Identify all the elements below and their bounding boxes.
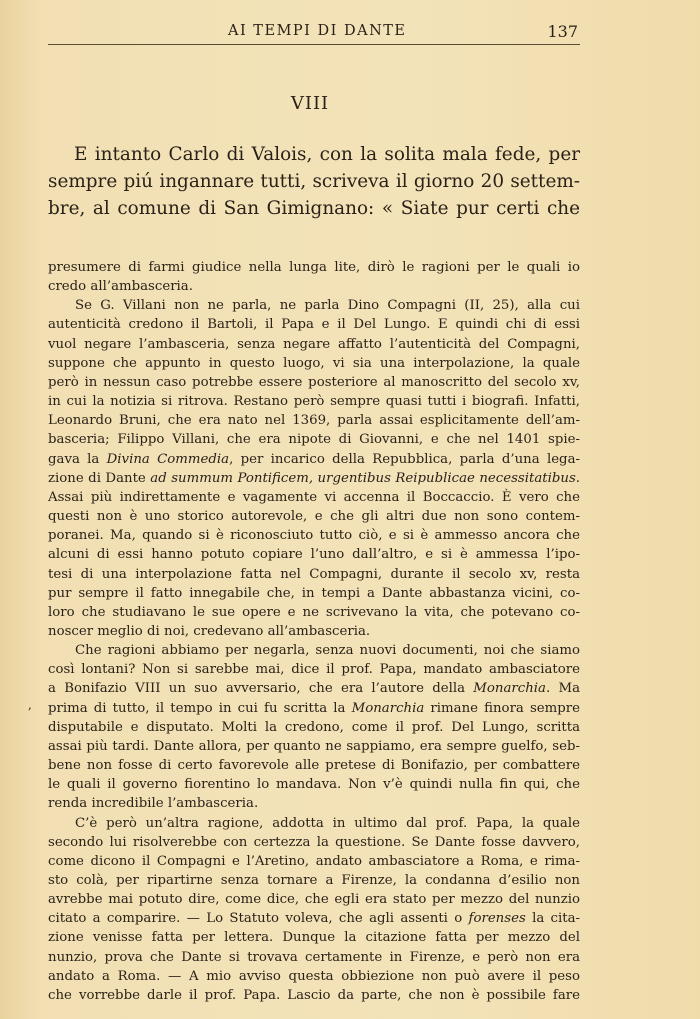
text-line: nunzio, prova che Dante si trovava certamente in Firenze, e però non era — [48, 949, 580, 965]
text-line: suppone che appunto in questo luogo, vi sia una interpolazione, la quale — [48, 355, 580, 371]
text-line: zione di Dante ad summum Pontificem, urgentibus Reipublicae necessitatibus. — [48, 470, 581, 486]
paragraph-2 — [48, 296, 580, 641]
lead-line: sempre piú ingannare tutti, scriveva il giorno 20 settem- — [48, 171, 580, 192]
paragraph-3 — [48, 641, 580, 813]
lead-line: bre, al comune di San Gimignano: « Siate pur certi che — [48, 198, 580, 219]
italic-latin: ad summum Pontificem, urgentibus Reipublicae necessitatibus. — [150, 470, 581, 486]
text-line: questi non è uno storico autorevole, e che gli altri due non sono contem- — [48, 509, 580, 525]
text-line: però in nessun caso potrebbe essere posteriore al manoscritto del secolo xv, — [48, 374, 580, 390]
text-line: a Bonifazio VIII un suo avversario, che era l’autore della Monarchia. Ma — [48, 681, 580, 697]
text-line: secondo lui risolverebbe con certezza la questione. Se Dante fosse davvero, — [48, 834, 580, 850]
text-line: in cui la notizia si ritrova. Restano però sempre quasi tutti i biografi. Infatti, — [48, 394, 580, 410]
chapter-number: VIII — [290, 93, 330, 114]
text-line: bene non fosse di certo favorevole alle pretese di Bonifazio, per combattere — [48, 758, 580, 774]
text-line: autenticità credono il Bartoli, il Papa e il Del Lungo. E quindi chi di essi — [48, 317, 580, 333]
margin-mark: , — [28, 698, 32, 712]
page-number: 137 — [547, 22, 578, 41]
text-line: prima di tutto, il tempo in cui fu scritta la Monarchia rimane finora sempre — [48, 700, 581, 716]
text-line: tesi di una interpolazione fatta nel Compagni, durante il secolo xv, resta — [48, 566, 580, 582]
text-line: poranei. Ma, quando si è riconosciuto tutto ciò, e si è ammesso ancora che — [48, 528, 580, 544]
text-line: che vorrebbe darle il prof. Papa. Lascio da parte, che non è possibile fare — [48, 987, 580, 1003]
text-line: citato a comparire. — Lo Statuto voleva, che agli assenti o forenses la cita- — [48, 911, 580, 927]
text-line: vuol negare l’ambasceria, senza negare affatto l’autenticità del Compagni, — [48, 336, 580, 352]
text-line: le quali il governo fiorentino lo mandava. Non v’è quindi nulla fin qui, che — [48, 777, 580, 793]
body-text — [48, 258, 580, 1005]
text-line: noscer meglio di noi, credevano all’ambasceria. — [48, 623, 371, 639]
text-line: Che ragioni abbiamo per negarla, senza nuovi documenti, noi che siamo — [75, 643, 580, 659]
text-line: Se G. Villani non ne parla, ne parla Dino Compagni (II, 25), alla cui — [75, 298, 580, 314]
text-line: alcuni di essi hanno potuto copiare l’uno dall’altro, e si è ammessa l’ipo- — [48, 547, 580, 563]
text-line: presumere di farmi giudice nella lunga lite, dirò le ragioni per le quali io — [48, 260, 580, 275]
text-line: avrebbe mai potuto dire, come dice, che egli era stato per mezzo del nunzio — [48, 892, 580, 908]
paragraph-1 — [48, 258, 580, 296]
text-line: basceria; Filippo Villani, che era nipote di Giovanni, e che nel 1401 spie- — [48, 432, 580, 448]
italic-title: Monarchia — [351, 700, 425, 716]
lead-line: E intanto Carlo di Valois, con la solita mala fede, per — [74, 144, 580, 165]
text-line: assai più tardi. Dante allora, per quanto ne sappiamo, era sempre guelfo, seb- — [48, 738, 580, 754]
text-line: C’è però un’altra ragione, addotta in ultimo dal prof. Papa, la quale — [75, 815, 580, 831]
running-header — [48, 22, 580, 45]
running-title: AI TEMPI DI DANTE — [228, 23, 407, 39]
italic-term: forenses — [468, 911, 526, 927]
text-line: loro che studiavano le sue opere e ne scrivevano la vita, che potevano co- — [48, 604, 580, 620]
text-line: andato a Roma. — A mio avviso questa obbiezione non può avere il peso — [48, 968, 580, 984]
text-line: sto colà, per ripartirne senza tornare a Firenze, la condanna d’esilio non — [48, 873, 580, 888]
text-line: disputabile e disputato. Molti la credono, come il prof. Del Lungo, scritta — [48, 719, 580, 735]
lead-paragraph — [48, 141, 580, 222]
italic-title: Monarchia — [473, 681, 546, 697]
text-line: come dicono il Compagni e l’Aretino, andato ambasciatore a Roma, e rima- — [48, 853, 580, 869]
paragraph-4 — [48, 814, 580, 1006]
text-line: zione venisse fatta per lettera. Dunque la citazione fatta per mezzo del — [48, 930, 580, 946]
text-line: gava la Divina Commedia, per incarico della Repubblica, parla d’una lega- — [48, 451, 580, 467]
text-line: credo all’ambasceria. — [48, 279, 193, 295]
text-line: renda incredibile l’ambasceria. — [48, 796, 259, 812]
text-line: Leonardo Bruni, che era nato nel 1369, parla assai esplicitamente dell’am- — [48, 413, 580, 429]
text-line: così lontani? Non si sarebbe mai, dice il prof. Papa, mandato ambasciatore — [48, 662, 580, 678]
italic-title: Divina Commedia — [106, 451, 230, 467]
text-line: Assai più indirettamente e vagamente vi accenna il Boccaccio. È vero che — [48, 489, 580, 505]
text-line: pur sempre il fatto innegabile che, in tempi a Dante abbastanza vicini, co- — [48, 585, 580, 601]
